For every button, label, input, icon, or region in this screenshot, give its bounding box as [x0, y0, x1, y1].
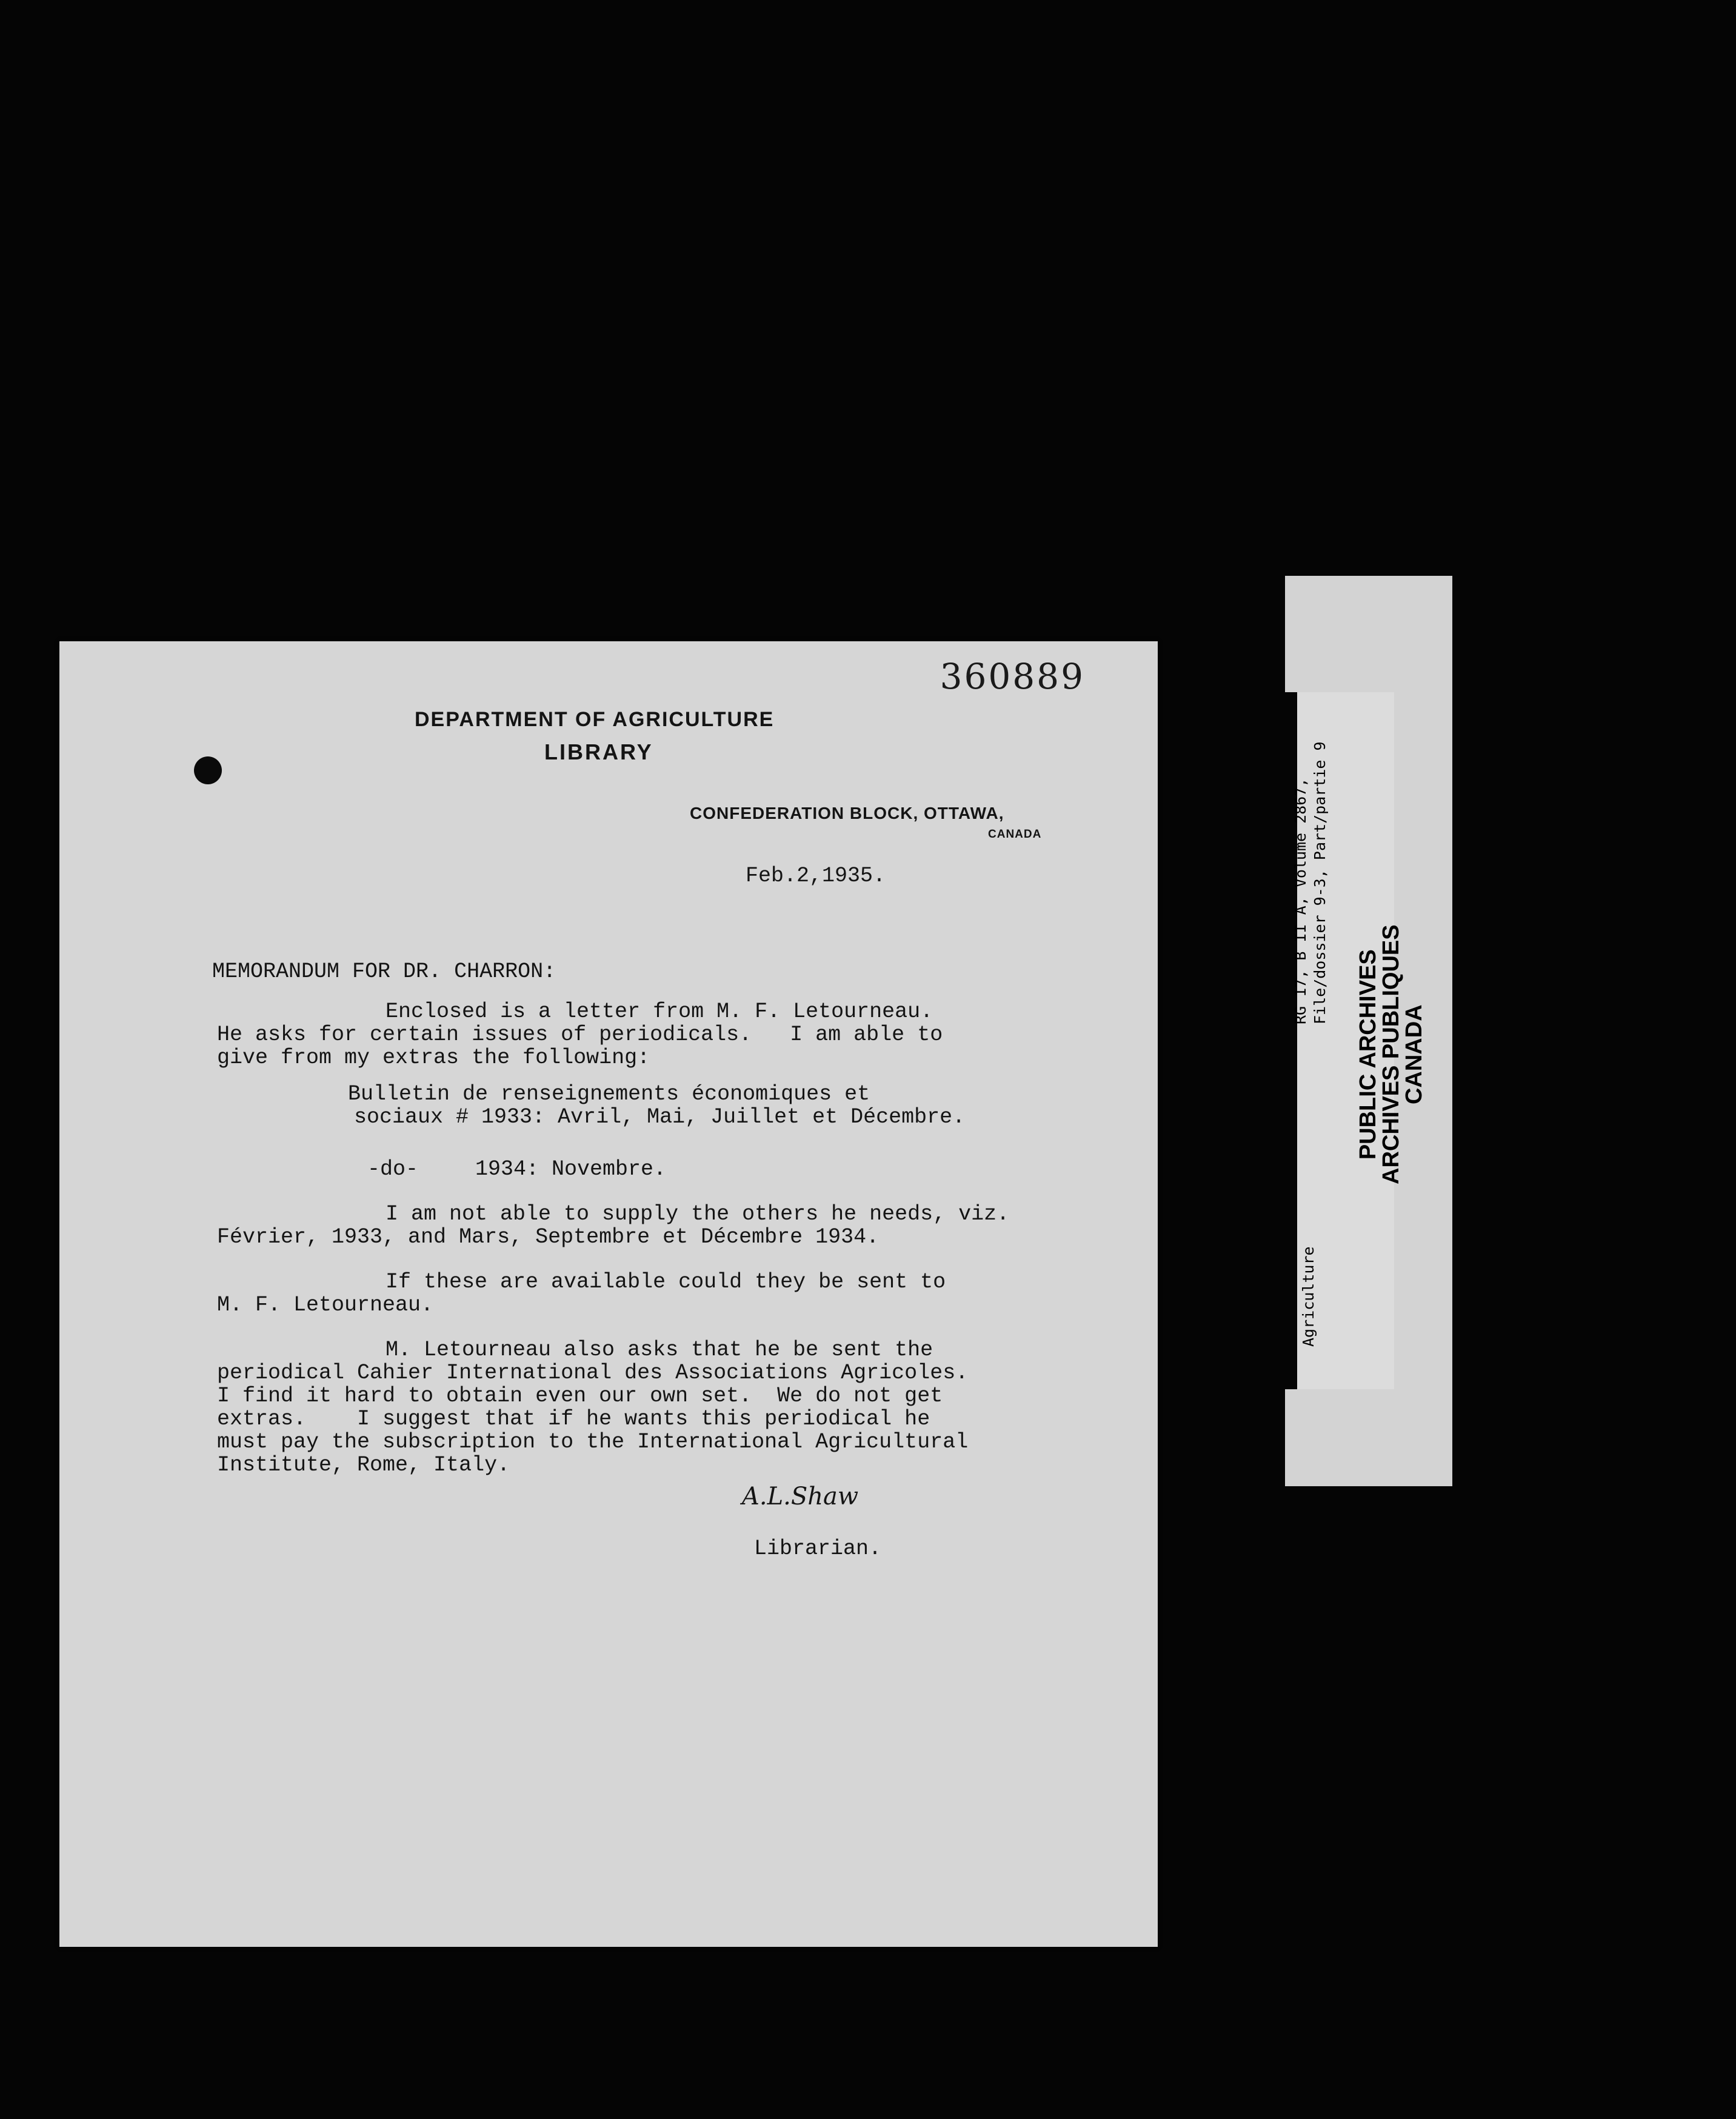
body-line: I find it hard to obtain even our own set. We do not get: [217, 1384, 943, 1408]
body-line: M. F. Letourneau.: [217, 1293, 434, 1317]
body-line: extras. I suggest that if he wants this periodical he: [217, 1407, 930, 1431]
archive-reference-line: File/dossier 9-3, Part/partie 9: [1311, 741, 1329, 1024]
letterhead-department: DEPARTMENT OF AGRICULTURE: [415, 708, 775, 731]
signature: A.L.Shaw: [742, 1483, 859, 1510]
body-line: Février, 1933, and Mars, Septembre et Décembre 1934.: [217, 1225, 880, 1249]
body-line: Enclosed is a letter from M. F. Letourneau.: [386, 999, 933, 1024]
letterhead-country: CANADA: [988, 828, 1042, 841]
institution-line: CANADA: [1401, 1004, 1427, 1105]
archive-reference-line: RG 17, B II A, Volume 2867,: [1292, 778, 1309, 1024]
periodical-line: Bulletin de renseignements économiques et: [348, 1082, 870, 1106]
periodical-line: 1934: Novembre.: [475, 1157, 667, 1181]
letterhead-address: CONFEDERATION BLOCK, OTTAWA,: [690, 804, 1004, 823]
signature-title: Librarian.: [754, 1537, 882, 1561]
institution-line: ARCHIVES PUBLIQUES: [1378, 924, 1404, 1184]
memo-heading: MEMORANDUM FOR DR. CHARRON:: [212, 959, 556, 984]
archive-institution: [1357, 924, 1426, 1184]
body-line: periodical Cahier International des Associations Agricoles.: [217, 1361, 969, 1385]
body-line: give from my extras the following:: [217, 1046, 650, 1070]
punch-hole: [194, 756, 222, 784]
body-line: M. Letourneau also asks that he be sent the: [386, 1338, 933, 1362]
institution-line: PUBLIC ARCHIVES: [1355, 949, 1381, 1160]
ditto-mark: -do-: [367, 1157, 419, 1181]
body-line: I am not able to supply the others he needs, viz.: [386, 1202, 1010, 1226]
periodical-line: sociaux # 1933: Avril, Mai, Juillet et Décembre.: [354, 1105, 966, 1129]
letterhead-library: LIBRARY: [544, 739, 653, 764]
body-line: If these are available could they be sent to: [386, 1270, 946, 1294]
archive-subject: Agriculture: [1300, 1246, 1317, 1347]
body-line: must pay the subscription to the International Agricultural: [217, 1430, 969, 1454]
memo-date: Feb.2,1935.: [746, 864, 886, 888]
body-line: He asks for certain issues of periodicals. I am able to: [217, 1023, 943, 1047]
frame-number: 360889: [940, 656, 1085, 697]
memorandum-page: [59, 641, 1158, 1947]
archive-reference: [1291, 741, 1330, 1024]
body-line: Institute, Rome, Italy.: [217, 1453, 510, 1477]
